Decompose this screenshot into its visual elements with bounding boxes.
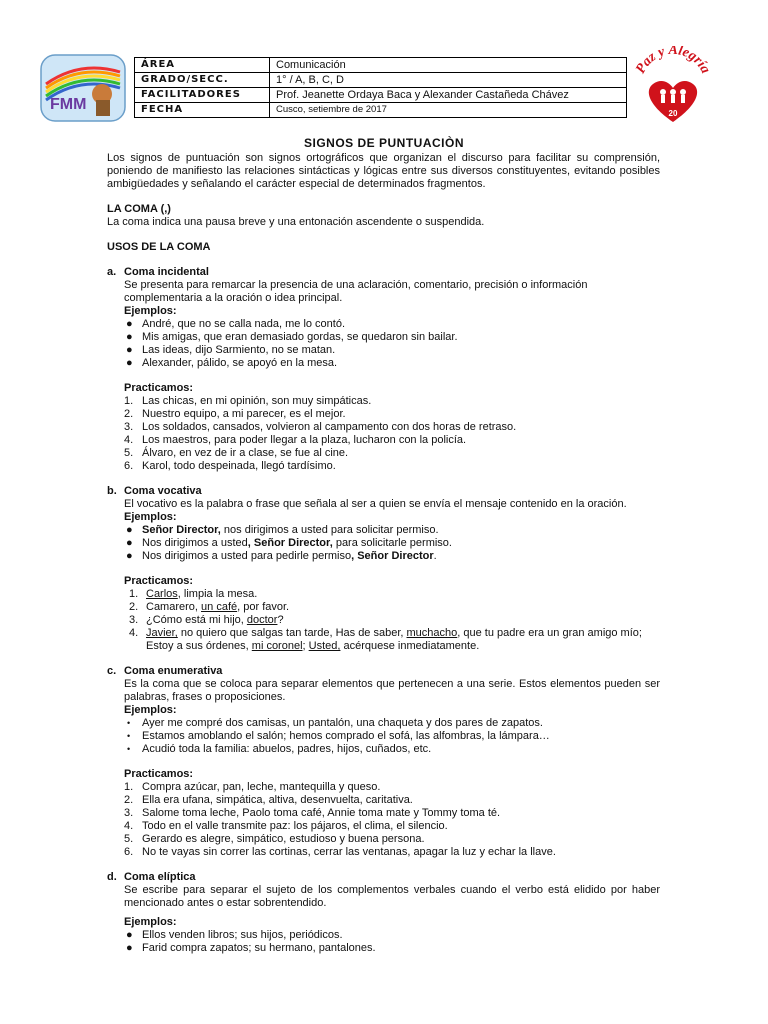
ejemplos-label: Ejemplos: [124, 704, 177, 716]
list-item: 5. Gerardo es alegre, simpático, estudioso y buena persona. [124, 833, 425, 845]
list-item: • Acudió toda la familia: abuelos, padres, hijos, cuñados, etc. [127, 743, 432, 755]
ejemplos-label: Ejemplos: [124, 916, 177, 928]
practice-list [124, 395, 660, 473]
fecha-label: FECHA [135, 103, 270, 118]
list-item: ● Nos dirigimos a usted para pedirle permiso, Señor Director. [126, 550, 437, 562]
list-item: • Ayer me compré dos camisas, un pantalón, una chaqueta y dos pares de zapatos. [127, 717, 543, 729]
list-item: ● Señor Director, nos dirigimos a usted para solicitar permiso. [126, 524, 439, 536]
info-row-facilitadores [135, 88, 627, 103]
coma-text: La coma indica una pausa breve y una entonación ascendente o suspendida. [107, 216, 485, 228]
section-description: Se presenta para remarcar la presencia de una aclaración, comentario, precisión o información complementaria a la oración o idea principal. [124, 279, 588, 304]
logo-right-text: Paz y Alegría [633, 46, 713, 77]
section-letter: a. [107, 266, 117, 278]
list-item: 1. Carlos, limpia la mesa. [129, 588, 258, 600]
section-letter: c. [107, 665, 117, 677]
section-description: Se escribe para separar el sujeto de los complementos verbales cuando el verbo está elidido por haber mencionado antes o estar sobrentendido. [124, 884, 660, 909]
list-item: 2. Ella era ufana, simpática, altiva, desenvuelta, caritativa. [124, 794, 413, 806]
ejemplos-label: Ejemplos: [124, 305, 177, 317]
practicamos-label: Practicamos: [124, 768, 194, 780]
list-item: 1. Compra azúcar, pan, leche, mantequilla y queso. [124, 781, 381, 793]
list-item: 2. Camarero, un café, por favor. [129, 601, 290, 613]
examples-list [124, 929, 660, 955]
logo-right-number: 20 [668, 109, 678, 118]
list-item: ● Las ideas, dijo Sarmiento, no se matan. [126, 344, 336, 356]
svg-text:Paz y Alegría [633, 46, 712, 76]
list-item: ● Farid compra zapatos; su hermano, pantalones. [126, 942, 376, 954]
coma-heading: LA COMA (,) [107, 203, 171, 215]
examples-list [124, 318, 660, 370]
list-item: 3. Los soldados, cansados, volvieron al campamento con dos horas de retraso. [124, 421, 517, 433]
document-body [107, 152, 660, 955]
list-item: 5. Álvaro, en vez de ir a clase, se fue al cine. [124, 447, 349, 459]
list-item: 4. Los maestros, para poder llegar a la plaza, lucharon con la policía. [124, 434, 467, 446]
ejemplos-label: Ejemplos: [124, 511, 177, 523]
info-row-grado [135, 73, 627, 88]
list-item: ● Alexander, pálido, se apoyó en la mesa. [126, 357, 338, 369]
list-item: ● Ellos venden libros; sus hijos, periódicos. [126, 929, 343, 941]
header-info-table [134, 57, 627, 118]
section-title: Coma elíptica [124, 871, 196, 883]
practicamos-label: Practicamos: [124, 382, 194, 394]
section-description: Es la coma que se coloca para separar elementos que pertenecen a una serie. Estos elementos pueden ser palabras, frases o proposiciones. [124, 678, 660, 703]
usos-heading: USOS DE LA COMA [107, 241, 211, 253]
facilitadores-value: Prof. Jeanette Ordaya Baca y Alexander Castañeda Chávez [270, 88, 627, 103]
fecha-value: Cusco, setiembre de 2017 [270, 103, 627, 118]
paz-y-alegria-logo [633, 46, 713, 126]
practicamos-label: Practicamos: [124, 575, 194, 587]
grado-value: 1° / A, B, C, D [270, 73, 627, 88]
section-title: Coma enumerativa [124, 665, 223, 677]
examples-list [124, 524, 660, 563]
list-item: 6. Karol, todo despeinada, llegó tardísimo. [124, 460, 336, 472]
logo-left-text: FMM [50, 96, 87, 113]
list-item: 3. Salome toma leche, Paolo toma café, Annie toma mate y Tommy toma té. [124, 807, 501, 819]
list-item: 3. ¿Cómo está mi hijo, doctor? [129, 614, 284, 626]
list-item: 4. Todo en el valle transmite paz: los pájaros, el clima, el silencio. [124, 820, 448, 832]
section-description: El vocativo es la palabra o frase que señala al ser a quien se envía el mensaje contenido en la oración. [124, 498, 627, 510]
list-item: ● Nos dirigimos a usted, Señor Director, para solicitarle permiso. [126, 537, 452, 549]
area-value: Comunicación [270, 58, 627, 73]
examples-list [124, 717, 660, 756]
info-row-fecha [135, 103, 627, 118]
page-title: SIGNOS DE PUNTUACIÒN [303, 136, 464, 150]
list-item: 4. Javier, no quiero que salgas tan tarde, Has de saber, muchacho, que tu padre era un gran amigo mío; Estoy a sus órdenes, mi coronel; Usted, acérquese inmediatamente. [129, 627, 642, 652]
practice-list [124, 588, 660, 653]
list-item: • Estamos amoblando el salón; hemos comprado el sofá, las alfombras, la lámpara… [127, 730, 550, 742]
section-title: Coma incidental [124, 266, 209, 278]
info-row-area [135, 58, 627, 73]
section-coma-vocativa [107, 485, 660, 653]
fmm-logo [40, 54, 126, 122]
list-item: ● Mis amigas, que eran demasiado gordas, se quedaron sin bailar. [126, 331, 458, 343]
list-item: 1. Las chicas, en mi opinión, son muy simpáticas. [124, 395, 372, 407]
facilitadores-label: FACILITADORES [135, 88, 270, 103]
section-coma-enumerativa [107, 665, 660, 859]
section-letter: d. [107, 871, 117, 883]
section-letter: b. [107, 485, 117, 497]
list-item: ● André, que no se calla nada, me lo contó. [126, 318, 346, 330]
intro-paragraph: Los signos de puntuación son signos ortográficos que organizan el discurso para facilitar su comprensión, poniendo de manifiesto las relaciones sintácticas y lógicas entre sus diversos constituyentes, evitando posibles ambigüedades y señalando el carácter especial de determinados fragmentos. [107, 152, 660, 190]
area-label: ÁREA [135, 58, 270, 73]
section-coma-incidental [107, 266, 660, 473]
list-item: 2. Nuestro equipo, a mi parecer, es el mejor. [124, 408, 346, 420]
grado-label: GRADO/SECC. [135, 73, 270, 88]
list-item: 6. No te vayas sin correr las cortinas, cerrar las ventanas, apagar la luz y echar la llave. [124, 846, 556, 858]
section-coma-eliptica [107, 871, 660, 955]
section-title: Coma vocativa [124, 485, 202, 497]
practice-list [124, 781, 660, 859]
